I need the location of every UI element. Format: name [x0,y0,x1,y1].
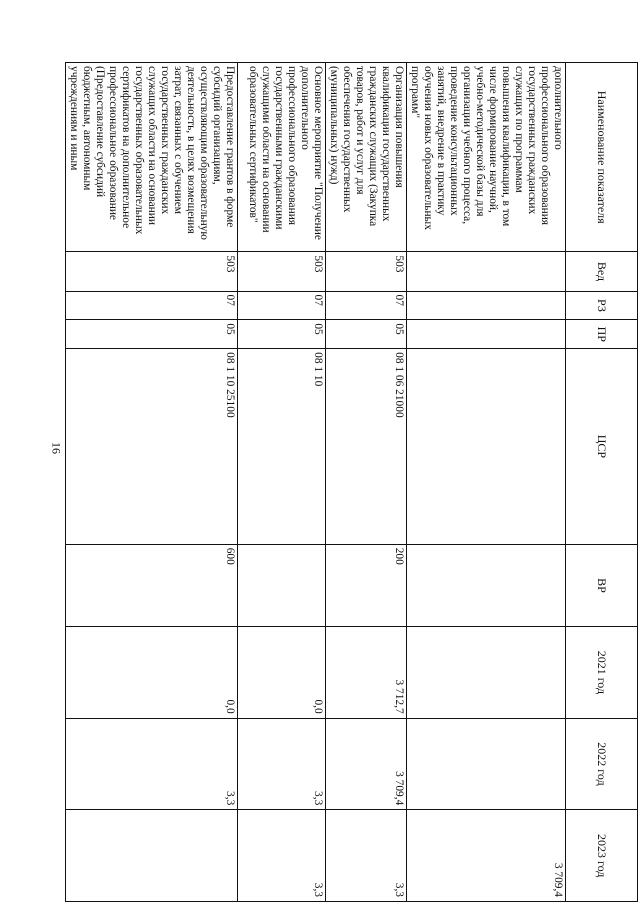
cell-name: Организация повышения квалификации государственных гражданских служащих (Закупка товаров, работ и услуг для обеспечения государственных (муниципальных) нужд) [326,63,407,252]
budget-table [65,62,638,902]
header-rz: РЗ [566,291,638,320]
cell-2023: 3,3 [326,810,407,902]
cell-2021: 0,0 [66,627,238,719]
header-vr: ВР [566,544,638,626]
cell-2021: 3 712,7 [326,627,407,719]
cell-vr: 600 [66,544,238,626]
cell-rz: 07 [238,291,326,320]
page-number: 16 [49,442,64,454]
cell-2023: 3 709,4 [407,810,566,902]
cell-2023: 3,3 [238,810,326,902]
table-row [326,63,407,902]
header-ved: Вед [566,252,638,291]
cell-2021: 0,0 [238,627,326,719]
table-row [66,63,238,902]
cell-2023 [66,810,238,902]
table-row [407,63,566,902]
cell-csr [407,349,566,545]
table-header-row [566,63,638,902]
cell-rz: 07 [66,291,238,320]
rotated-table-page [68,62,638,902]
cell-2021 [407,627,566,719]
header-2022: 2022 год [566,718,638,810]
cell-name: Предоставление грантов в форме субсидий организациям, осуществляющим образовательную деятельность, в целях возмещения затрат, связанных с обучением государственных гражданских служащих области на основании государственных образовательных сертификатов на дополнительное профессиональное образование (Предоставление субсидий бюджетным, автономным учреждениям и иным [66,63,238,252]
cell-2022: 3,3 [66,718,238,810]
cell-csr: 08 1 06 21000 [326,349,407,545]
cell-ved [407,252,566,291]
cell-csr: 08 1 10 25100 [66,349,238,545]
cell-rz: 07 [326,291,407,320]
cell-vr: 200 [326,544,407,626]
cell-2022: 3 709,4 [326,718,407,810]
cell-ved: 503 [238,252,326,291]
header-pr: ПР [566,320,638,349]
cell-rz [407,291,566,320]
cell-2022: 3,3 [238,718,326,810]
table-row [238,63,326,902]
cell-csr: 08 1 10 [238,349,326,545]
cell-ved: 503 [326,252,407,291]
cell-pr: 05 [238,320,326,349]
header-2023: 2023 год [566,810,638,902]
cell-pr: 05 [66,320,238,349]
cell-2022 [407,718,566,810]
cell-pr [407,320,566,349]
cell-ved: 503 [66,252,238,291]
cell-pr: 05 [326,320,407,349]
header-csr: ЦСР [566,349,638,545]
header-2021: 2021 год [566,627,638,719]
cell-name: Основное мероприятие "Получение дополнительного профессионального образования государственными гражданскими служащими области на основании образовательных сертификатов" [238,63,326,252]
header-name: Наименование показателя [566,63,638,252]
cell-vr [407,544,566,626]
cell-vr [238,544,326,626]
cell-name: дополнительного профессионального образования государственных гражданских служащих по программам повышения квалификации, в том числе формирование научной, учебно-методической базы для организации учебного процесса, проведение консультационных занятий, внедрение в практику обучения новых образовательных программ" [407,63,566,252]
